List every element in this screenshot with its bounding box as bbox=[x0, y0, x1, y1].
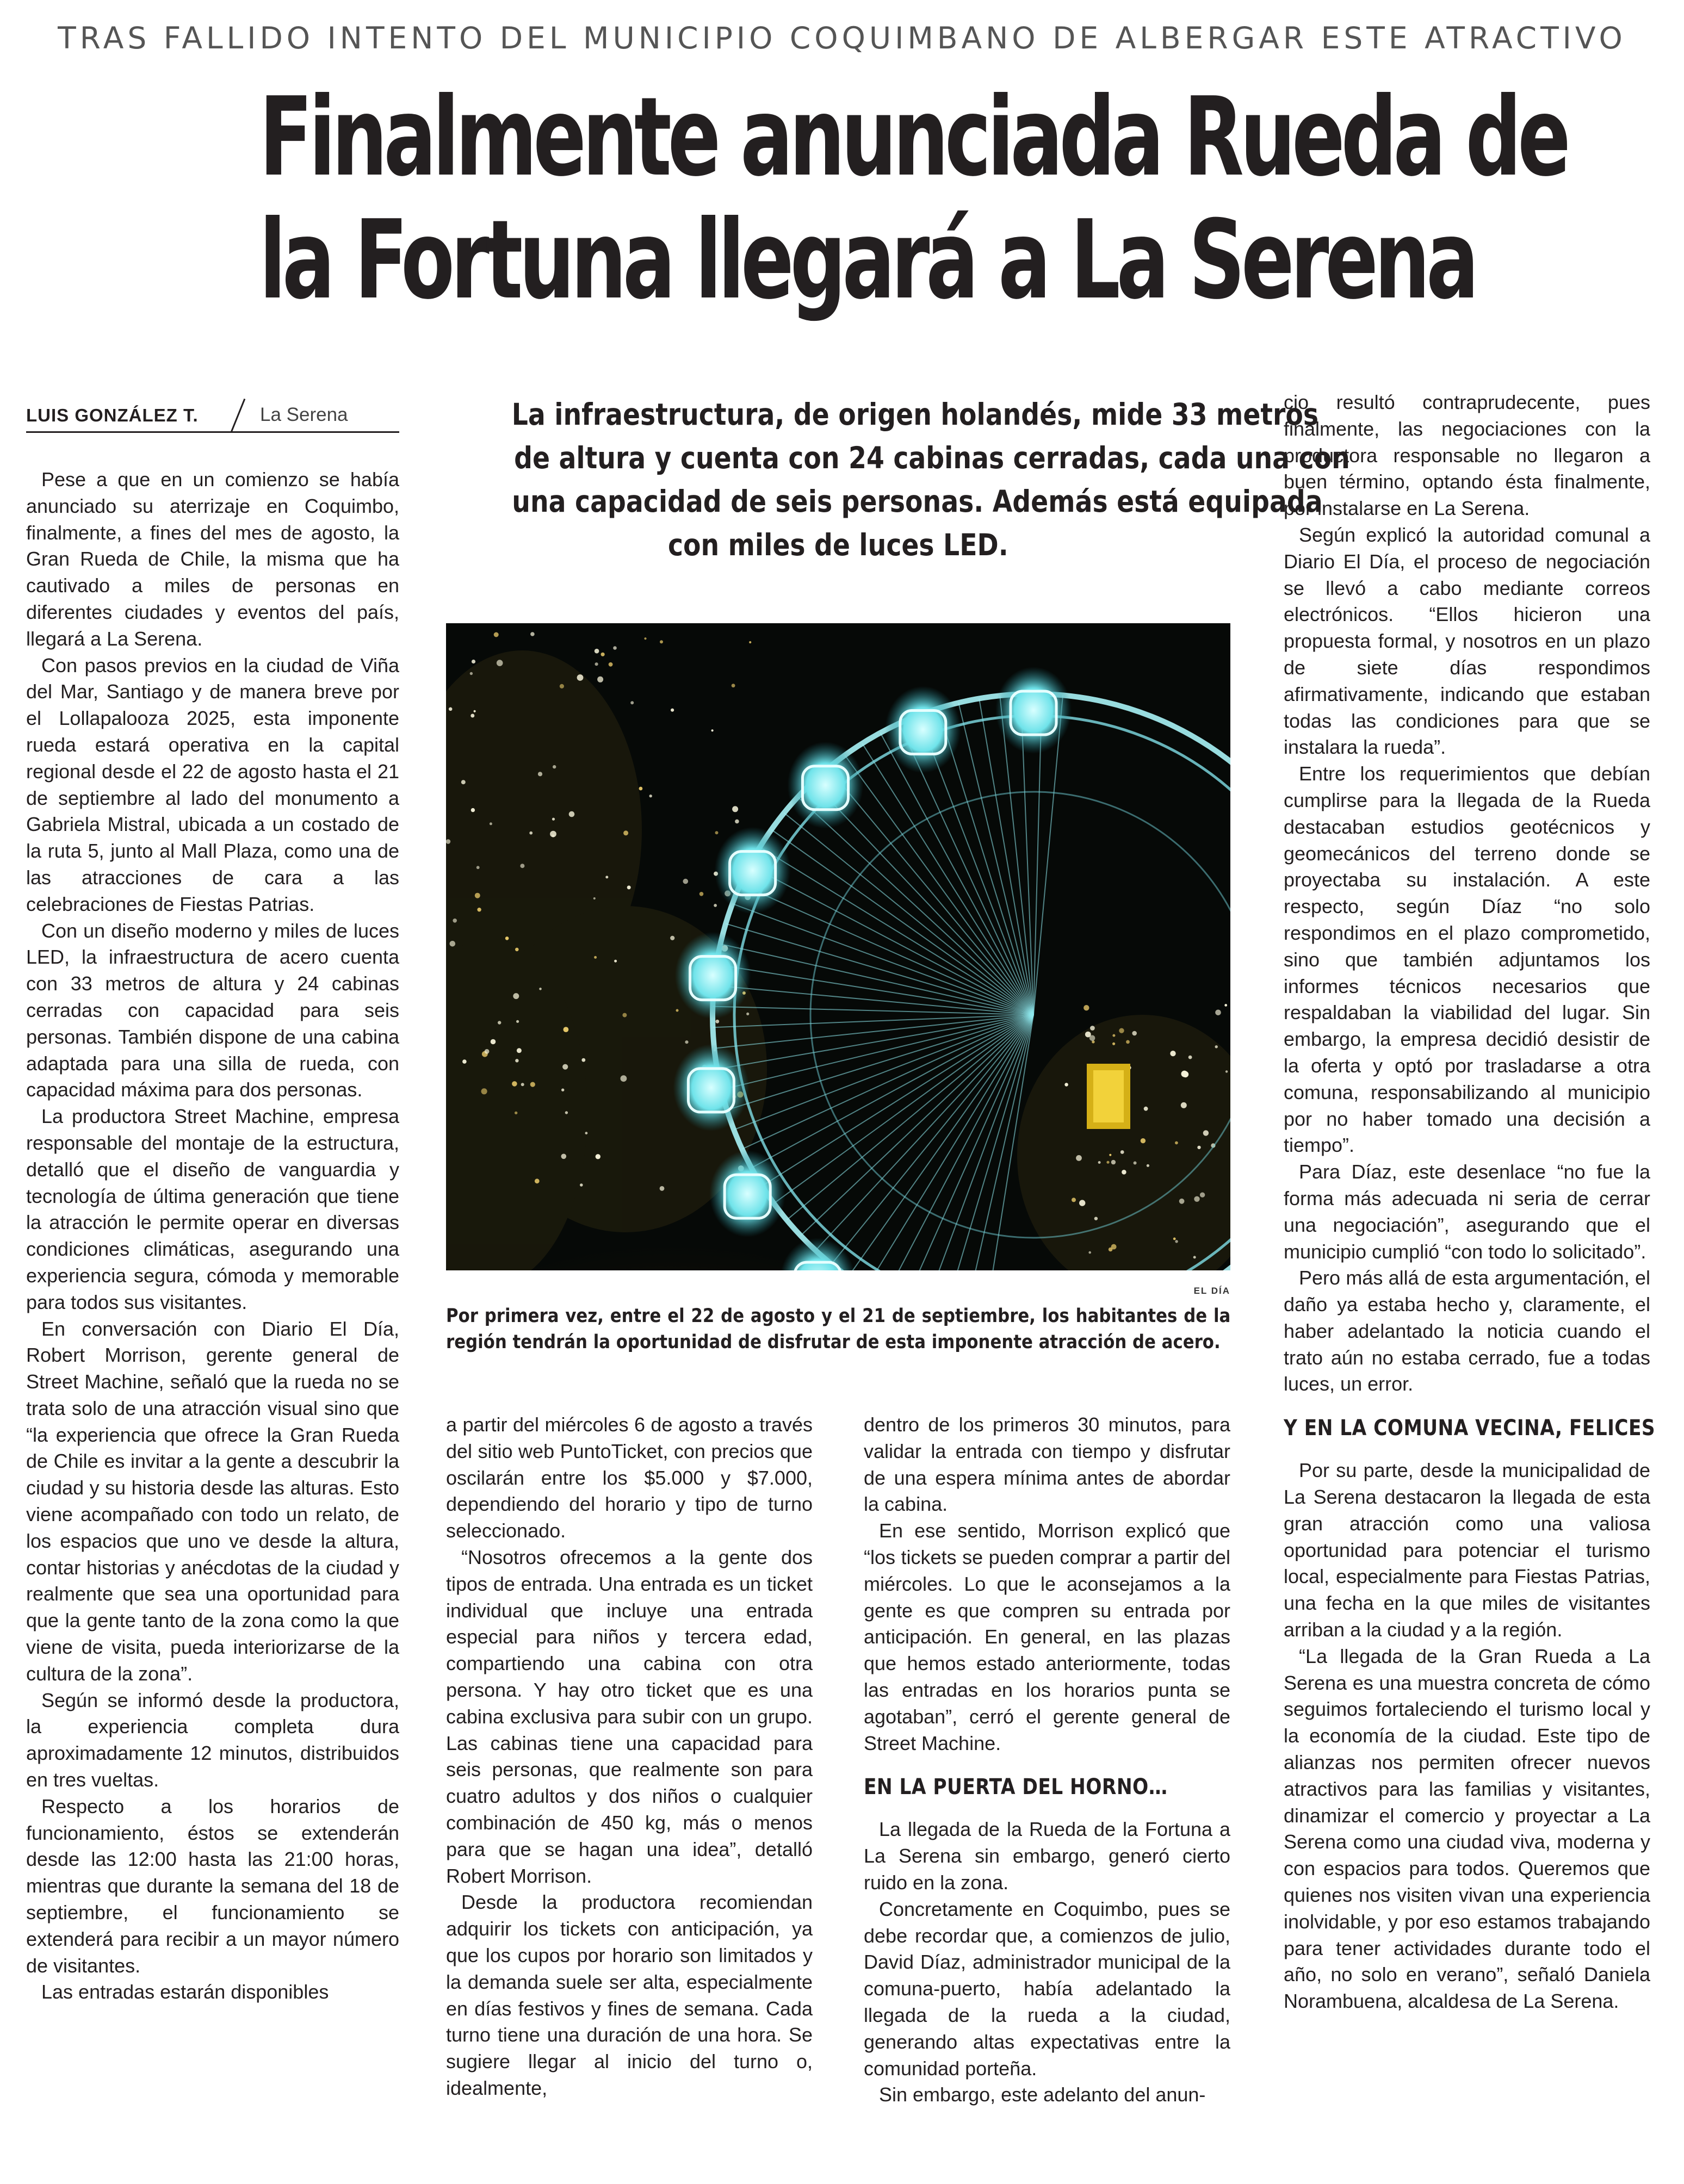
byline-author: LUIS GONZÁLEZ T. bbox=[26, 405, 199, 425]
paragraph: “Nosotros ofrecemos a la gente dos tipos de entrada. Una entrada es un ticket individual que incluye una entrada especial para niños y tercera edad, compartiendo una cabina con otra persona. Y hay otro ticket que es una cabina exclusiva para subir con un grupo. Las cabinas tiene una capacidad para seis personas, que realmente son para cuatro adultos y dos niños o cualquier combinación de 450 kg, más o menos para que se hagan una idea”, detalló Robert Morrison. bbox=[446, 1546, 813, 1887]
paragraph: Desde la productora recomiendan adquirir los tickets con anticipación, ya que los cupos por horario son limitados y la demanda suele ser alta, especialmente en días festivos y fines de semana. Cada turno tiene una duración de una hora. Se sugiere llegar al inicio del turno o, idealmente, bbox=[446, 1891, 813, 2099]
paragraph: Concretamente en Coquimbo, pues se debe recordar que, a comienzos de julio, David Díaz, administrador municipal de la comuna-puerto, había adelantado la llegada de la rueda a la ciudad, generando altas expectativas entre la comunidad porteña. bbox=[864, 1897, 1230, 2080]
column-2 bbox=[446, 1412, 813, 2102]
ferris-wheel-illustration bbox=[446, 623, 1230, 1270]
paragraph: En ese sentido, Morrison explicó que “los tickets se pueden comprar a partir del miércoles. Lo que le aconsejamos a la gente es que compren su entrada por anticipación. En general, en las plazas que hemos estado anteriormente, todas las entradas en los horarios punta se agotaban”, cerró el gerente general de Street Machine. bbox=[864, 1519, 1230, 1754]
paragraph: Pese a que en un comienzo se había anunciado su aterrizaje en Coquimbo, finalmente, a fines del mes de agosto, la Gran Rueda de Chile, la misma que ha cautivado a miles de personas en diferentes ciudades y eventos del país, llegará a La Serena. bbox=[26, 468, 399, 650]
paragraph: Para Díaz, este desenlace “no fue la forma más adecuada ni seria de cerrar una negociación”, asegurando que el municipio cumplió “con todo lo solicitado”. bbox=[1284, 1161, 1650, 1263]
kicker: TRAS FALLIDO INTENTO DEL MUNICIPIO COQUIMBANO DE ALBERGAR ESTE ATRACTIVO bbox=[58, 21, 1626, 55]
column-4 bbox=[1284, 389, 1656, 2015]
paragraph: Entre los requerimientos que debían cumplirse para la llegada de la Rueda destacaban estudios geotécnicos y geomecánicos del terreno donde se proyectaba su instalación. A este respecto, según Díaz “no solo respondimos en el plazo comprometido, sino que también adjuntamos los informes técnicos necesarios que respaldaban la viabilidad del lugar. Sin embargo, la empresa decidió desistir de la oferta y optó por trasladarse a otra comuna, responsabilizando al municipio por no haber tomado una decisión a tiempo”. bbox=[1284, 762, 1650, 1157]
ferris-wheel-photo bbox=[446, 623, 1230, 1270]
paragraph: cio resultó contraprudecente, pues finalmente, las negociaciones con la productora responsable no llegaron a buen término, optando ésta finalmente, por instalarse en La Serena. bbox=[1284, 391, 1650, 520]
deck-line: La infraestructura, de origen holandés, mide 33 metros bbox=[511, 397, 1318, 432]
paragraph: Con un diseño moderno y miles de luces LED, la infraestructura de acero cuenta con 33 metros de altura y 24 cabinas cerradas con capacidad para seis personas. También dispone de una cabina adaptada para una silla de rueda, con capacidad máxima para dos personas. bbox=[26, 919, 399, 1101]
headline-line-2: la Fortuna llegará a La Serena bbox=[259, 197, 1476, 324]
paragraph: Por su parte, desde la municipalidad de La Serena destacaron la llegada de esta gran atracción como una valiosa oportunidad para potenciar el turismo local, especialmente para Fiestas Patrias, una fecha en la que miles de visitantes arriban a la ciudad y a la región. bbox=[1284, 1459, 1650, 1641]
byline-city: La Serena bbox=[260, 404, 348, 425]
paragraph: Pero más allá de esta argumentación, el daño ya estaba hecho y, claramente, el haber adelantado la noticia cuando el trato aún no estaba cerrado, fue a todas luces, un error. bbox=[1284, 1267, 1650, 1395]
paragraph: Con pasos previos en la ciudad de Viña del Mar, Santiago y de manera breve por el Lollapalooza 2025, esta imponente rueda estará operativa en la capital regional desde el 22 de agosto hasta el 21 de septiembre al lado del monumento a Gabriela Mistral, ubicada a un costado de la ruta 5, junto al Mall Plaza, como una de las atracciones de cara a las celebraciones de Fiestas Patrias. bbox=[26, 654, 399, 915]
paragraph: “La llegada de la Gran Rueda a La Serena es una muestra concreta de cómo seguimos fortaleciendo el turismo local y la economía de la ciudad. Este tipo de alianzas nos permiten ofrecer nuevos atractivos para las familias y visitantes, dinamizar el comercio y proyectar a La Serena como una ciudad viva, moderna y con espacios para todos. Queremos que quienes nos visiten vivan una experiencia inolvidable, y por eso estamos trabajando para tener actividades durante todo el año, no solo en verano”, señaló Daniela Norambuena, alcaldesa de La Serena. bbox=[1284, 1645, 1650, 2013]
headline-line-1: Finalmente anunciada Rueda de bbox=[259, 74, 1567, 201]
paragraph: Sin embargo, este adelanto del anun- bbox=[879, 2083, 1206, 2106]
paragraph: La productora Street Machine, empresa responsable del montaje de la estructura, detalló que el diseño de vanguardia y tecnología de última generación que tiene la atracción le permite operar en diversas condiciones climáticas, asegurando una experiencia segura, cómoda y memorable para todos sus visitantes. bbox=[26, 1105, 399, 1313]
paragraph: Según explicó la autoridad comunal a Diario El Día, el proceso de negociación se llevó a cabo mediante correos electrónicos. “Ellos hicieron una propuesta formal, y nosotros en un plazo de siete días respondimos afirmativamente, indicando que estaban todas las condiciones para que se instalara la rueda”. bbox=[1284, 523, 1650, 759]
paragraph: dentro de los primeros 30 minutos, para validar la entrada con tiempo y disfrutar de una espera mínima antes de abordar la cabina. bbox=[864, 1413, 1230, 1516]
headline bbox=[259, 74, 1567, 324]
byline bbox=[26, 399, 399, 433]
paragraph: La llegada de la Rueda de la Fortuna a La Serena sin embargo, generó cierto ruido en la zona. bbox=[864, 1818, 1230, 1894]
subheading: Y EN LA COMUNA VECINA, FELICES bbox=[1284, 1416, 1656, 1441]
column-1 bbox=[26, 467, 399, 2006]
paragraph: En conversación con Diario El Día, Robert Morrison, gerente general de Street Machine, señaló que la rueda no se trata solo de una atracción visual sino que “la experiencia que ofrece la Gran Rueda de Chile es invitar a la gente a descubrir la ciudad y su historia desde las alturas. Esto viene acompañado con todo un relato, de los espacios que uno ve desde la altura, contar historias y anécdotas de la ciudad y realmente que sea una oportunidad para que la gente tanto de la zona como la que viene de visita, pueda interiorizarse de la cultura de la zona”. bbox=[26, 1317, 399, 1685]
deck-line: una capacidad de seis personas. Además está equipada bbox=[512, 484, 1323, 519]
deck bbox=[446, 393, 1350, 567]
photo-credit: EL DÍA bbox=[1193, 1286, 1230, 1296]
paragraph: Según se informó desde la productora, la experiencia completa dura aproximadamente 12 minutos, distribuidos en tres vueltas. bbox=[26, 1689, 399, 1791]
column-3 bbox=[864, 1412, 1230, 2108]
paragraph: Las entradas estarán disponibles bbox=[41, 1981, 329, 2003]
deck-line: con miles de luces LED. bbox=[668, 528, 1008, 562]
photo-caption: Por primera vez, entre el 22 de agosto y el 21 de septiembre, los habitantes de la región tendrán la oportunidad de disfrutar de esta imponente atracción de acero. bbox=[446, 1305, 1231, 1353]
paragraph: Respecto a los horarios de funcionamiento, éstos se extenderán desde las 12:00 hasta las 21:00 horas, mientras que durante la semana del 18 de septiembre, el funcionamiento se extenderá para recibir a un mayor número de visitantes. bbox=[26, 1795, 399, 1977]
deck-line: de altura y cuenta con 24 cabinas cerradas, cada una con bbox=[514, 440, 1350, 475]
byline-slash bbox=[231, 399, 246, 432]
subheading: EN LA PUERTA DEL HORNO… bbox=[864, 1774, 1168, 1800]
paragraph: a partir del miércoles 6 de agosto a través del sitio web PuntoTicket, con precios que oscilarán entre los $5.000 y $7.000, dependiendo del horario y tipo de turno seleccionado. bbox=[446, 1413, 813, 1542]
